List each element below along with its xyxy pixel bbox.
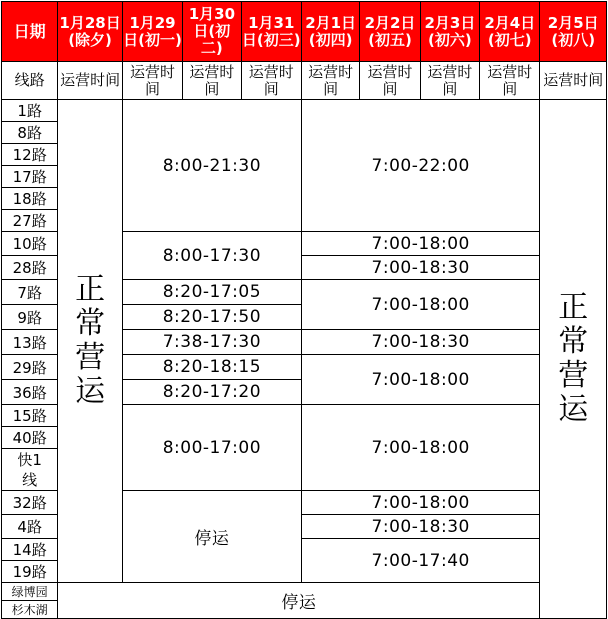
route-cell: 28路 <box>2 256 58 280</box>
route-cell: 29路 <box>2 355 58 380</box>
op-time-label: 运营时间 <box>122 62 182 100</box>
bus-schedule-table <box>1 1 607 619</box>
route-cell: 15路 <box>2 405 58 427</box>
op-time-label: 运营时间 <box>360 62 420 100</box>
route-cell: 13路 <box>2 330 58 355</box>
op-time-label: 运营时间 <box>540 62 607 100</box>
time-cell: 7:00-18:00 <box>301 355 540 405</box>
date-feb5: 2月5日(初八) <box>540 2 607 62</box>
time-cell: 7:00-18:00 <box>301 280 540 330</box>
time-cell: 8:00-17:00 <box>122 405 301 491</box>
route-cell: 绿博园 <box>2 583 58 601</box>
route-cell: 杉木湖 <box>2 601 58 619</box>
route-cell: 17路 <box>2 166 58 188</box>
route-cell: 27路 <box>2 210 58 232</box>
time-cell: 7:38-17:30 <box>122 330 301 355</box>
table-row <box>2 100 607 122</box>
time-cell: 7:00-22:00 <box>301 100 540 232</box>
route-cell: 12路 <box>2 144 58 166</box>
time-cell: 7:00-18:00 <box>301 491 540 515</box>
date-jan29: 1月29日(初一) <box>122 2 182 62</box>
route-cell: 快1线 <box>2 449 58 491</box>
date-feb3: 2月3日(初六) <box>420 2 479 62</box>
time-cell: 7:00-18:00 <box>301 405 540 491</box>
time-cell: 7:00-17:40 <box>301 539 540 583</box>
route-cell: 32路 <box>2 491 58 515</box>
time-cell: 8:20-18:15 <box>122 355 301 380</box>
time-cell: 7:00-18:30 <box>301 515 540 539</box>
route-cell: 10路 <box>2 232 58 256</box>
suspended-cell: 停运 <box>58 583 540 619</box>
route-column-label: 线路 <box>2 62 58 100</box>
time-cell: 8:20-17:50 <box>122 305 301 330</box>
date-header-row <box>2 2 607 62</box>
time-cell: 8:20-17:20 <box>122 380 301 405</box>
op-time-label: 运营时间 <box>58 62 122 100</box>
route-cell: 7路 <box>2 280 58 305</box>
table-row <box>2 583 607 601</box>
suspended-cell: 停运 <box>122 491 301 583</box>
route-cell: 4路 <box>2 515 58 539</box>
route-cell: 18路 <box>2 188 58 210</box>
time-cell: 7:00-18:30 <box>301 330 540 355</box>
route-cell: 40路 <box>2 427 58 449</box>
date-jan31: 1月31日(初三) <box>241 2 301 62</box>
time-cell: 7:00-18:30 <box>301 256 540 280</box>
normal-operation-left <box>58 100 122 583</box>
date-label: 日期 <box>2 2 58 62</box>
date-feb1: 2月1日(初四) <box>301 2 359 62</box>
op-time-label: 运营时间 <box>420 62 479 100</box>
subheader-row <box>2 62 607 100</box>
time-cell: 8:00-21:30 <box>122 100 301 232</box>
date-feb2: 2月2日(初五) <box>360 2 420 62</box>
op-time-label: 运营时间 <box>480 62 540 100</box>
time-cell: 8:20-17:05 <box>122 280 301 305</box>
date-jan28: 1月28日(除夕) <box>58 2 122 62</box>
op-time-label: 运营时间 <box>183 62 241 100</box>
date-feb4: 2月4日(初七) <box>480 2 540 62</box>
route-cell: 19路 <box>2 561 58 583</box>
time-cell: 8:00-17:30 <box>122 232 301 280</box>
date-jan30: 1月30日(初二) <box>183 2 241 62</box>
op-time-label: 运营时间 <box>301 62 359 100</box>
route-cell: 1路 <box>2 100 58 122</box>
route-cell: 14路 <box>2 539 58 561</box>
route-cell: 8路 <box>2 122 58 144</box>
normal-operation-right <box>540 100 607 619</box>
normal-operation-text: 正常营运 <box>75 272 106 409</box>
normal-operation-text: 正常营运 <box>558 290 589 427</box>
route-cell: 36路 <box>2 380 58 405</box>
time-cell: 7:00-18:00 <box>301 232 540 256</box>
op-time-label: 运营时间 <box>241 62 301 100</box>
route-cell: 9路 <box>2 305 58 330</box>
